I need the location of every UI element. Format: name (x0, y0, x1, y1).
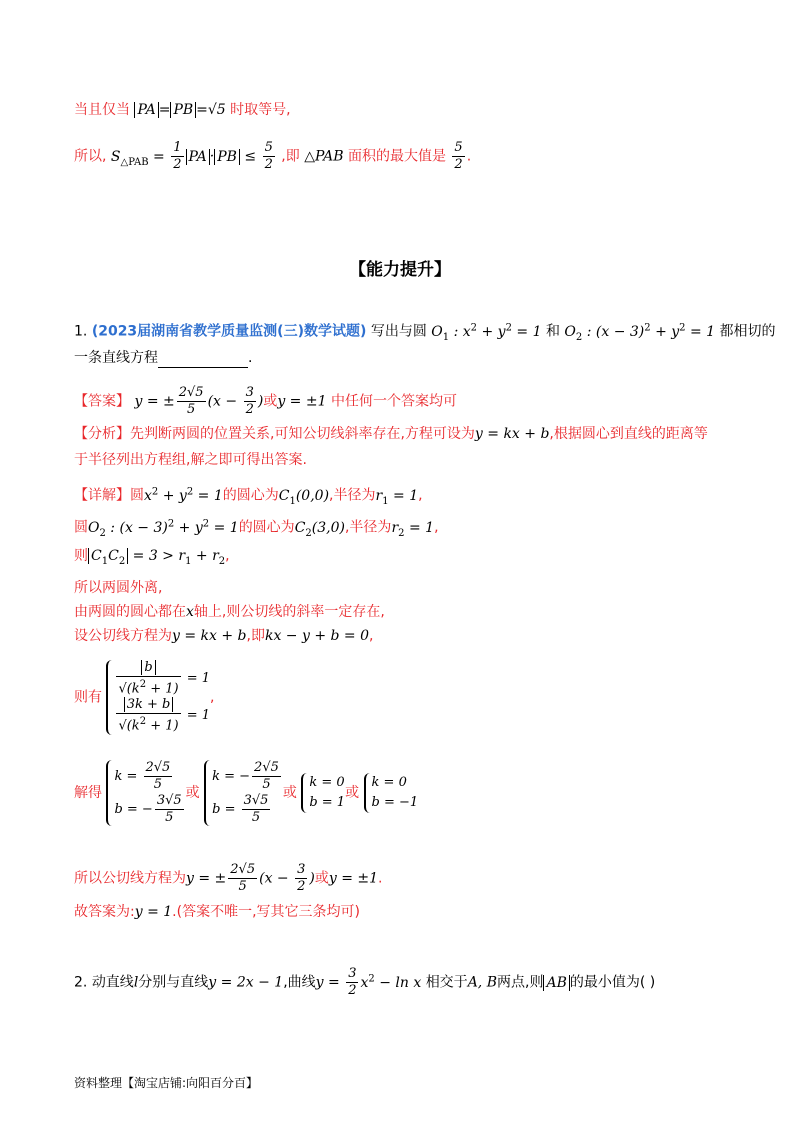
detail-line-3: 则 $C_1C_2 = 3 > r_1 + r_2$, (74, 548, 230, 567)
tangent-result: 所以公切线方程为y = ± $\frac{2√5}{5}$ (x − $\frac{3}{2}$ )或y = ±1. (74, 862, 383, 894)
text-line-area: 所以, $S_{\triangle PAB}$ = $\frac{1}{2}$ PA · PB ≤ $\frac{5}{2}$ ,即 △PAB 面积的最大值是 $\frac{5}{2}$ . (74, 140, 472, 172)
detail-line-5: 由两圆的圆心都在x轴上,则公切线的斜率一定存在, (74, 604, 385, 620)
detail-line-6: 设公切线方程为y = kx + b,即kx − y + b = 0, (74, 628, 374, 644)
section-title: 【能力提升】 (349, 260, 451, 280)
equation-system: 则有 $\frac{b}{√(k^2 + 1)}$ = 1 $\frac{3k + b}{√(k^2 + 1)}$ = 1 , (74, 660, 215, 734)
question-1-line-1: 1. (2023届湖南省教学质量监测(三)数学试题) 写出与圆 $O_1$ : $x^2 + y^2 = 1$ 和 $O_2$ : $(x - 3)^2 + y^2 = 1$ 都相切的 (74, 322, 776, 343)
final-answer: 故答案为:y = 1.(答案不唯一,写其它三条均可) (74, 904, 360, 920)
answer-blank (158, 353, 248, 368)
analysis-line-2: 于半径列出方程组,解之即可得出答案. (74, 452, 307, 468)
footer-text: 资料整理【淘宝店铺:向阳百分百】 (74, 1076, 259, 1090)
question-2: 2. 动直线l分别与直线y = 2x − 1,曲线y = $\frac{3}{2}$ $x^2 - \ln x$ 相交于A, B两点,则 AB 的最小值为( ) (74, 966, 656, 998)
solution-system: 解得 k = $\frac{2√5}{5}$ b = − $\frac{3√5}{5}$ 或 k = − $\frac{2√5}{5}$ b = $\frac{3√5}{5}$ 或 k = 0 b = 1 或 k = 0 b = −1 (74, 760, 419, 825)
detail-line-1: 【详解】圆$x^2 + y^2 = 1$的圆心为$C_1(0,0)$,半径为$r_1 = 1$, (74, 486, 423, 507)
detail-line-4: 所以两圆外离, (74, 580, 163, 596)
text-line-equality: 当且仅当 PA = PB =√5 时取等号, (74, 102, 291, 118)
detail-line-2: 圆$O_2$ : $(x - 3)^2 + y^2 = 1$的圆心为$C_2(3,0)$,半径为$r_2 = 1$, (74, 518, 439, 539)
question-1-line-2: 一条直线方程 . (74, 350, 253, 366)
answer-line: 【答案】 y = ± $\frac{2√5}{5}$ (x − $\frac{3}{2}$ )或y = ±1 中任何一个答案均可 (74, 385, 457, 417)
analysis-line-1: 【分析】先判断两圆的位置关系,可知公切线斜率存在,方程可设为y = kx + b,根据圆心到直线的距离等 (74, 426, 708, 442)
